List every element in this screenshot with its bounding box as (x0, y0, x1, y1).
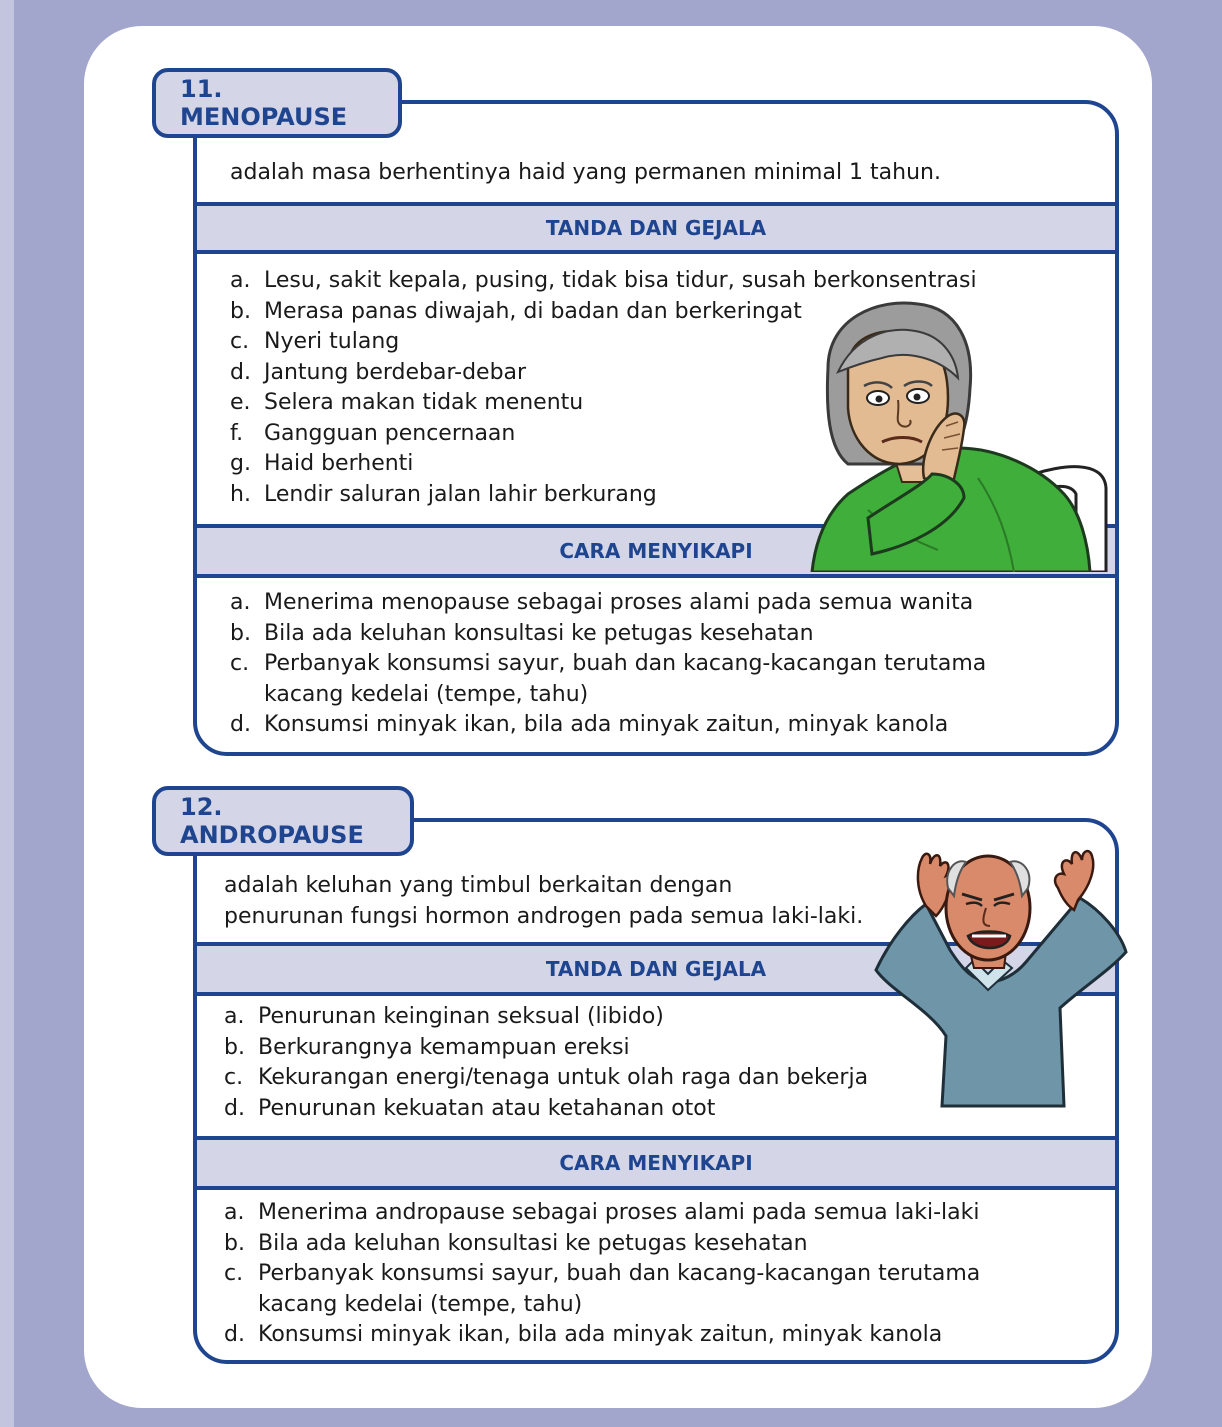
list-item: h. Lendir saluran jalan lahir berkurang (230, 481, 657, 507)
list-item: b. Bila ada keluhan konsultasi ke petugas kesehatan (230, 620, 814, 646)
menopause-title-tab (152, 68, 402, 138)
distressed-man-illustration (870, 840, 1134, 1108)
andropause-title-tab (152, 786, 414, 856)
andropause-coping-header: CARA MENYIKAPI (197, 1136, 1115, 1190)
andropause-definition-line-1: adalah keluhan yang timbul berkaitan dengan (224, 873, 733, 898)
menopause-signs-header: TANDA DAN GEJALA (197, 202, 1115, 254)
list-item: g. Haid berhenti (230, 451, 414, 476)
list-item: a. Menerima andropause sebagai proses alami pada semua laki-laki (224, 1200, 980, 1225)
list-item: f. Gangguan pencernaan (230, 420, 516, 446)
andropause-title: 12. ANDROPAUSE (180, 793, 364, 849)
list-item: c. Perbanyak konsumsi sayur, buah dan kacang-kacangan terutama kacang kedelai (tempe, tahu) (224, 1261, 981, 1317)
andropause-tab-connector (410, 818, 1060, 822)
list-item: c. Nyeri tulang (230, 329, 400, 354)
list-item: d. Penurunan kekuatan atau ketahanan otot (224, 1095, 716, 1121)
list-item: a. Menerima menopause sebagai proses alami pada semua wanita (230, 590, 974, 615)
elderly-woman-illustration (808, 298, 1110, 572)
list-item: b. Merasa panas diwajah, di badan dan berkeringat (230, 298, 802, 324)
list-item: d. Jantung berdebar-debar (230, 359, 527, 385)
menopause-tab-connector (398, 100, 1058, 104)
andropause-coping-list (224, 1198, 1054, 1351)
menopause-coping-header: CARA MENYIKAPI (197, 524, 1115, 578)
list-item: c. Perbanyak konsumsi sayur, buah dan kacang-kacangan terutama kacang kedelai (tempe, tahu) (230, 651, 987, 707)
list-item: a. Lesu, sakit kepala, pusing, tidak bisa tidur, susah berkonsentrasi (230, 268, 977, 293)
list-item: b. Bila ada keluhan konsultasi ke petugas kesehatan (224, 1230, 808, 1256)
list-item: b. Berkurangnya kemampuan ereksi (224, 1034, 630, 1060)
andropause-definition-line-2: penurunan fungsi hormon androgen pada semua laki-laki. (224, 904, 864, 929)
list-item: d. Konsumsi minyak ikan, bila ada minyak zaitun, minyak kanola (230, 712, 949, 737)
list-item: c. Kekurangan energi/tenaga untuk olah raga dan bekerja (224, 1065, 869, 1090)
menopause-definition: adalah masa berhentinya haid yang permanen minimal 1 tahun. (230, 160, 941, 185)
list-item: a. Penurunan keinginan seksual (libido) (224, 1004, 664, 1029)
andropause-signs-list (224, 1002, 924, 1124)
andropause-definition (224, 870, 863, 932)
list-item: e. Selera makan tidak menentu (230, 390, 584, 415)
page-edge-strip (0, 0, 14, 1427)
menopause-title: 11. MENOPAUSE (180, 75, 348, 131)
andropause-signs-header: TANDA DAN GEJALA (197, 942, 1115, 996)
menopause-coping-list (230, 588, 1060, 741)
list-item: d. Konsumsi minyak ikan, bila ada minyak zaitun, minyak kanola (224, 1322, 943, 1347)
